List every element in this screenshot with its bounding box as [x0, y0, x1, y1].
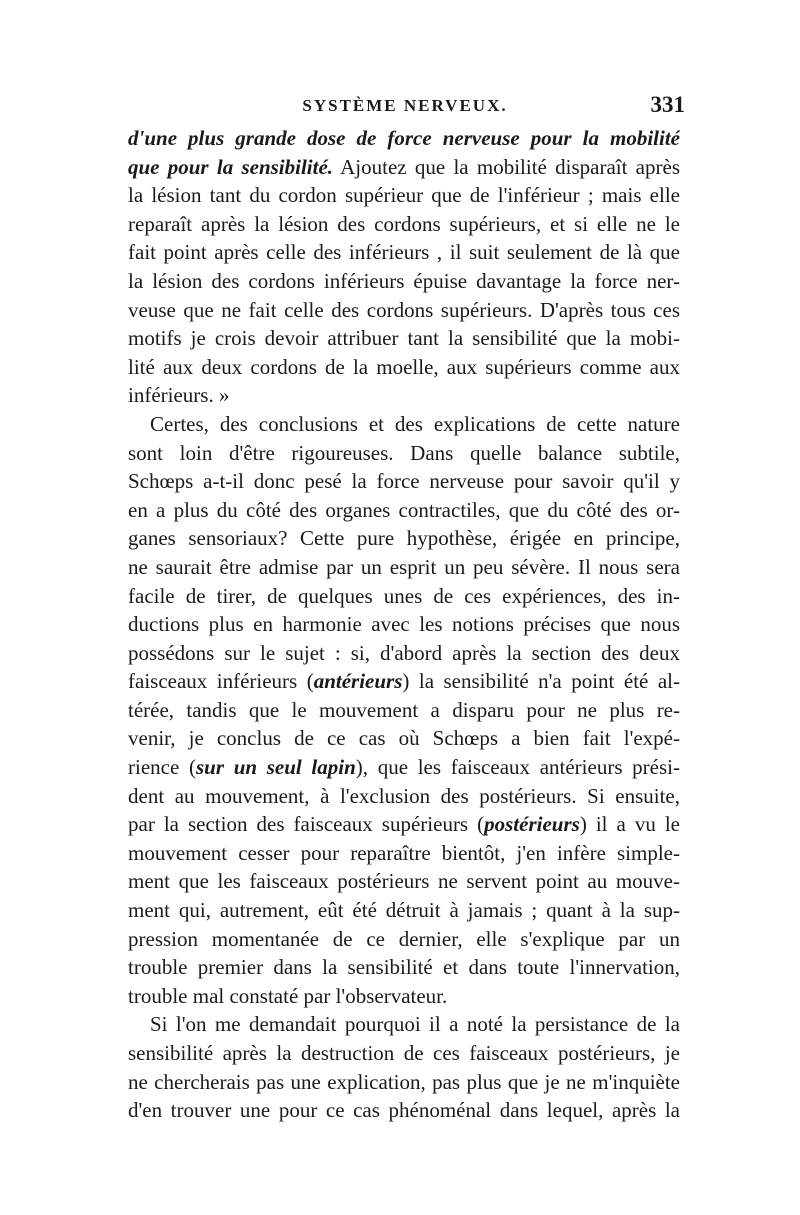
text-line	[128, 153, 680, 182]
text-line	[128, 267, 680, 296]
italic-text-segment: d'une plus grande dose de force nerveuse pour la mobilité	[128, 126, 680, 150]
text-line	[128, 210, 680, 239]
text-line	[128, 238, 680, 267]
text-line	[128, 639, 680, 668]
text-segment: dent au mouvement, à l'exclusion des postérieurs. Si ensuite,	[128, 783, 680, 808]
text-segment: d'en trouver une pour ce cas phénoménal dans lequel, après la	[128, 1098, 680, 1123]
text-line	[128, 467, 680, 496]
text-line	[128, 410, 680, 439]
text-segment: ), que les faisceaux antérieurs prési-	[355, 755, 680, 780]
text-line	[128, 982, 680, 1011]
text-line	[128, 353, 680, 382]
text-line	[128, 439, 680, 468]
italic-text-segment: antérieurs	[313, 669, 403, 694]
text-segment: ) la sensibilité n'a point été al-	[402, 669, 680, 694]
text-segment: sont loin d'être rigoureuses. Dans quelle balance subtile,	[128, 440, 680, 465]
text-segment: ganes sensoriaux? Cette pure hypothèse, érigée en principe,	[128, 526, 680, 551]
text-segment: ne chercherais pas une explication, pas plus que je ne m'inquiète	[128, 1069, 680, 1094]
text-segment: ) il a vu le	[579, 812, 680, 837]
running-head	[125, 92, 685, 120]
running-title: SYSTÈME NERVEUX.	[302, 96, 508, 115]
text-line	[128, 667, 680, 696]
text-line	[128, 181, 680, 210]
text-line	[128, 582, 680, 611]
text-line	[128, 1010, 680, 1039]
text-line	[128, 782, 680, 811]
italic-text-segment: postérieurs	[484, 812, 580, 837]
text-segment: Schœps a-t-il donc pesé la force nerveuse pour savoir qu'il y	[128, 469, 680, 494]
text-segment: fait point après celle des inférieurs , il suit seulement de là que	[128, 240, 680, 265]
text-line	[128, 867, 680, 896]
text-segment: ductions plus en harmonie avec les notions précises que nous	[128, 612, 680, 637]
text-segment: pression momentanée de ce dernier, elle s'explique par un	[128, 926, 680, 951]
text-segment: par la section des faisceaux supérieurs (	[128, 812, 485, 837]
text-line	[128, 724, 680, 753]
text-segment: lité aux deux cordons de la moelle, aux supérieurs comme aux	[128, 354, 680, 379]
text-line	[128, 496, 680, 525]
text-line	[128, 124, 680, 153]
text-segment: veuse que ne fait celle des cordons supérieurs. D'après tous ces	[128, 297, 680, 322]
text-line	[128, 753, 680, 782]
text-segment: en a plus du côté des organes contractiles, que du côté des or-	[128, 497, 680, 522]
text-line	[128, 839, 680, 868]
text-segment: ment que les faisceaux postérieurs ne servent point au mouve-	[128, 869, 680, 894]
text-line	[128, 696, 680, 725]
text-segment: sensibilité après la destruction de ces faisceaux postérieurs, je	[128, 1041, 680, 1065]
text-line	[128, 553, 680, 582]
text-segment: faisceaux inférieurs (	[128, 669, 314, 694]
text-segment: Certes, des conclusions et des explications de cette nature	[150, 411, 680, 436]
text-line	[128, 896, 680, 925]
text-segment: térée, tandis que le mouvement a disparu pour ne plus re-	[128, 697, 680, 722]
text-segment: venir, je conclus de ce cas où Schœps a bien fait l'expé-	[128, 726, 680, 751]
text-segment: ment qui, autrement, eût été détruit à jamais ; quant à la sup-	[128, 898, 680, 923]
text-segment: inférieurs. »	[128, 383, 230, 408]
text-segment: rience (	[128, 755, 196, 780]
text-segment: Si l'on me demandait pourquoi il a noté la persistance de la	[150, 1012, 680, 1037]
text-segment: trouble mal constaté par l'observateur.	[128, 983, 448, 1008]
text-segment: reparaît après la lésion des cordons supérieurs, et si elle ne le	[128, 211, 680, 236]
text-line	[128, 524, 680, 553]
text-segment: trouble premier dans la sensibilité et dans toute l'innervation,	[128, 955, 680, 980]
text-segment: facile de tirer, de quelques unes de ces expériences, des in-	[128, 583, 680, 608]
text-line	[128, 296, 680, 325]
text-segment: la lésion des cordons inférieurs épuise davantage la force ner-	[128, 268, 680, 293]
italic-text-segment: sur un seul lapin	[195, 755, 356, 780]
text-line	[128, 324, 680, 353]
text-line	[128, 1068, 680, 1097]
body-text	[128, 124, 680, 1125]
text-line	[128, 925, 680, 954]
text-line	[128, 381, 680, 410]
page-number: 331	[650, 92, 685, 117]
text-segment: Ajoutez que la mobilité disparaît après	[333, 154, 680, 179]
text-line	[128, 1096, 680, 1125]
text-line	[128, 1039, 680, 1068]
text-segment: possédons sur le sujet : si, d'abord après la section des deux	[128, 640, 680, 665]
text-line	[128, 810, 680, 839]
text-segment: mouvement cesser pour reparaître bientôt, j'en infère simple-	[128, 840, 680, 865]
text-line	[128, 953, 680, 982]
text-line	[128, 610, 680, 639]
text-segment: la lésion tant du cordon supérieur que de l'inférieur ; mais elle	[128, 183, 680, 208]
italic-text-segment: que pour la sensibilité.	[128, 154, 334, 179]
text-segment: motifs je crois devoir attribuer tant la sensibilité que la mobi-	[128, 326, 680, 351]
text-segment: ne saurait être admise par un esprit un peu sévère. Il nous sera	[128, 554, 680, 579]
